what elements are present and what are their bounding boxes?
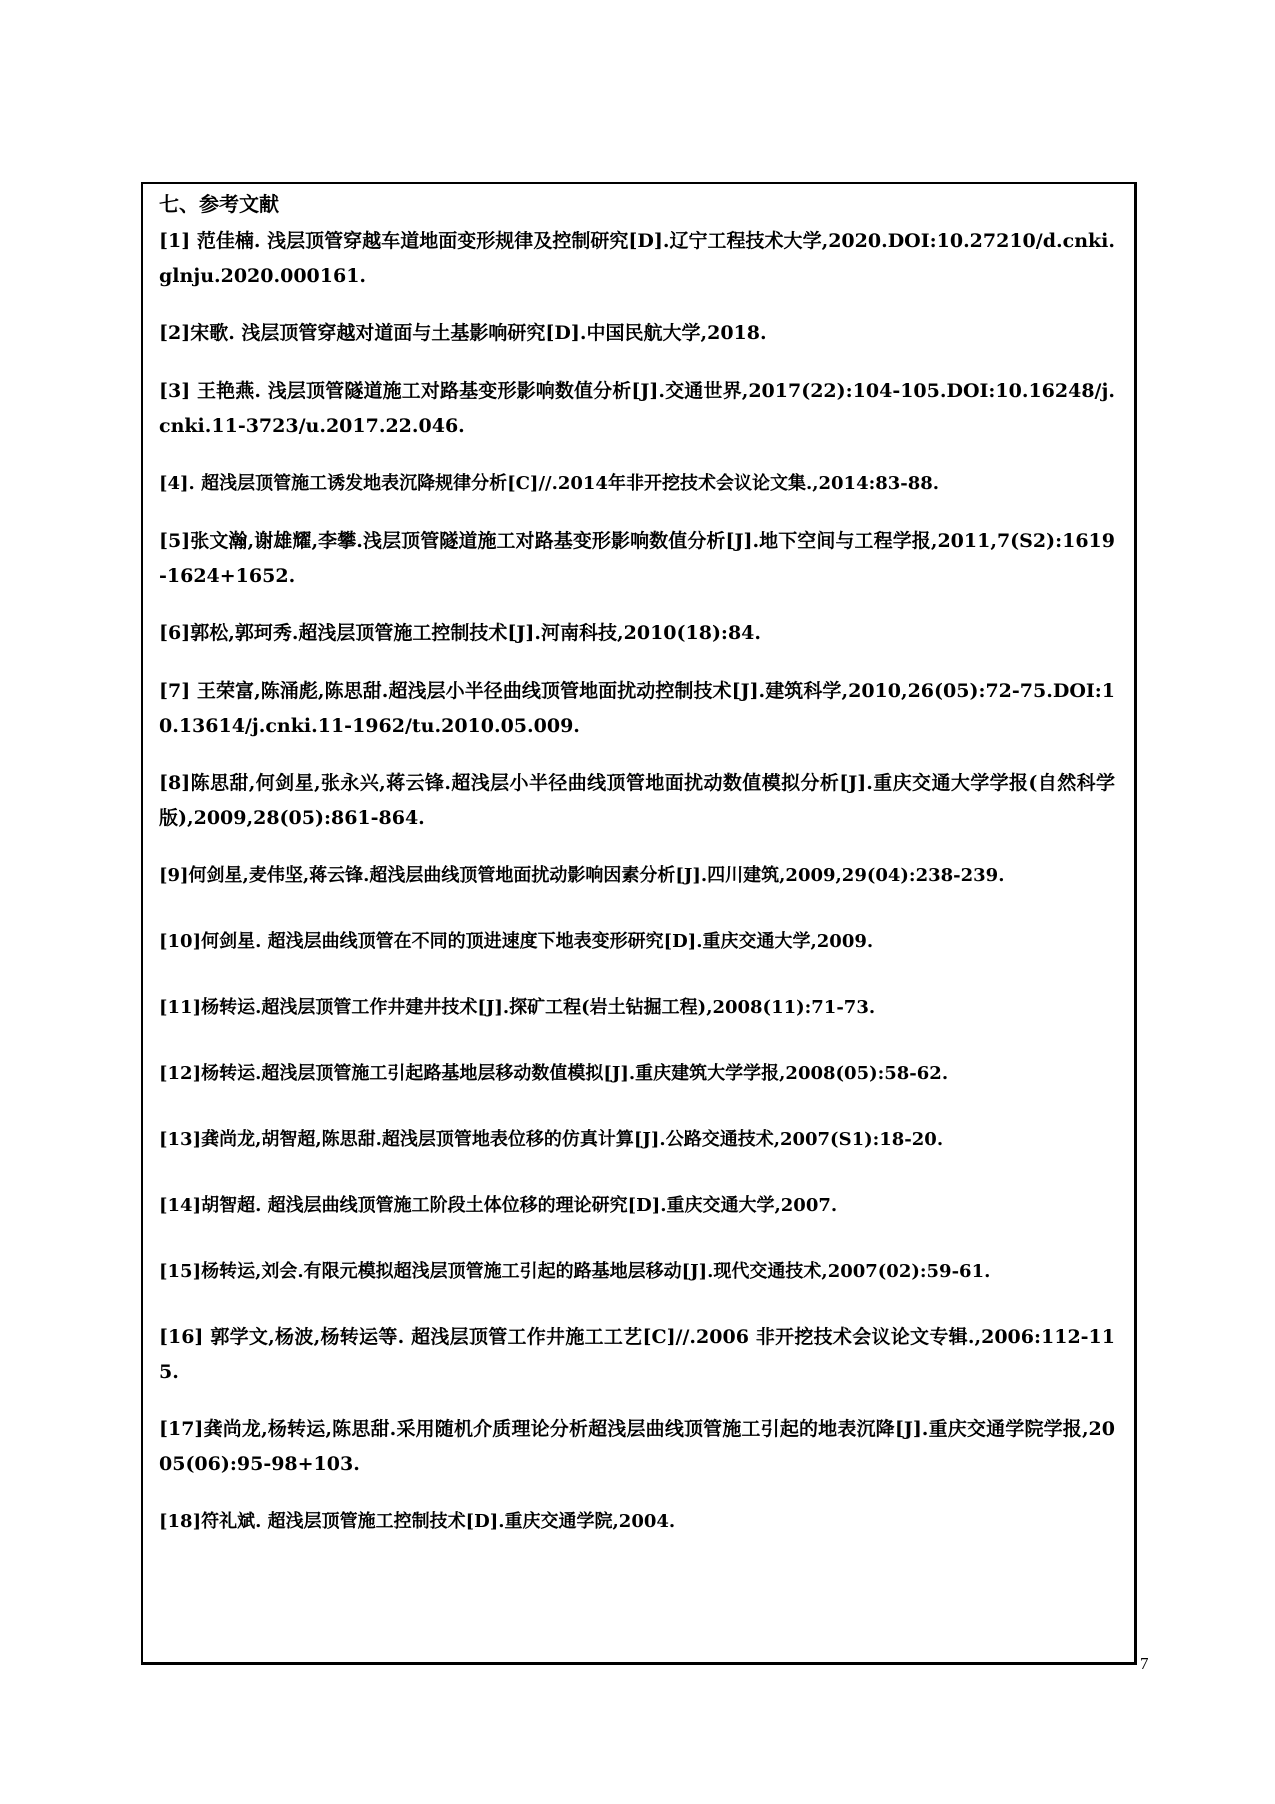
references-frame (141, 182, 1137, 1665)
section-title: 七、参考文献 (159, 192, 279, 216)
reference-item: [11]杨转运.超浅层顶管工作井建井技术[J].探矿工程(岩土钻掘工程),2008(11):71-73. (159, 997, 876, 1018)
reference-item: [14]胡智超. 超浅层曲线顶管施工阶段土体位移的理论研究[D].重庆交通大学,2007. (159, 1195, 838, 1216)
reference-item: [5]张文瀚,谢雄耀,李攀.浅层顶管隧道施工对路基变形影响数值分析[J].地下空间与工程学报,2011,7(S2):1619-1624+1652. (159, 530, 1115, 587)
reference-item: [13]龚尚龙,胡智超,陈思甜.超浅层顶管地表位移的仿真计算[J].公路交通技术,2007(S1):18-20. (159, 1129, 944, 1150)
reference-item: [15]杨转运,刘会.有限元模拟超浅层顶管施工引起的路基地层移动[J].现代交通技术,2007(02):59-61. (159, 1261, 991, 1282)
reference-item: [17]龚尚龙,杨转运,陈思甜.采用随机介质理论分析超浅层曲线顶管施工引起的地表沉降[J].重庆交通学院学报,2005(06):95-98+103. (159, 1418, 1115, 1475)
reference-item: [4]. 超浅层顶管施工诱发地表沉降规律分析[C]//.2014年非开挖技术会议论文集.,2014:83-88. (159, 473, 940, 494)
reference-item: [2]宋歌. 浅层顶管穿越对道面与土基影响研究[D].中国民航大学,2018. (159, 322, 767, 344)
page-number: 7 (1140, 1654, 1149, 1673)
reference-item: [12]杨转运.超浅层顶管施工引起路基地层移动数值模拟[J].重庆建筑大学学报,2008(05):58-62. (159, 1063, 949, 1084)
reference-item: [3] 王艳燕. 浅层顶管隧道施工对路基变形影响数值分析[J].交通世界,2017(22):104-105.DOI:10.16248/j.cnki.11-3723/u.2017.22.046. (159, 380, 1115, 437)
reference-item: [6]郭松,郭珂秀.超浅层顶管施工控制技术[J].河南科技,2010(18):84. (159, 622, 761, 644)
reference-item: [1] 范佳楠. 浅层顶管穿越车道地面变形规律及控制研究[D].辽宁工程技术大学,2020.DOI:10.27210/d.cnki.glnju.2020.000161. (159, 230, 1115, 287)
reference-item: [16] 郭学文,杨波,杨转运等. 超浅层顶管工作井施工工艺[C]//.2006 非开挖技术会议论文专辑.,2006:112-115. (159, 1326, 1115, 1383)
reference-item: [9]何剑星,麦伟坚,蒋云锋.超浅层曲线顶管地面扰动影响因素分析[J].四川建筑,2009,29(04):238-239. (159, 865, 1005, 886)
reference-item: [8]陈思甜,何剑星,张永兴,蒋云锋.超浅层小半径曲线顶管地面扰动数值模拟分析[J].重庆交通大学学报(自然科学版),2009,28(05):861-864. (159, 772, 1115, 829)
reference-item: [10]何剑星. 超浅层曲线顶管在不同的顶进速度下地表变形研究[D].重庆交通大学,2009. (159, 931, 874, 952)
reference-item: [18]符礼斌. 超浅层顶管施工控制技术[D].重庆交通学院,2004. (159, 1511, 676, 1532)
reference-item: [7] 王荣富,陈涌彪,陈思甜.超浅层小半径曲线顶管地面扰动控制技术[J].建筑科学,2010,26(05):72-75.DOI:10.13614/j.cnki.11-1962/tu.2010.05.009. (159, 680, 1115, 737)
